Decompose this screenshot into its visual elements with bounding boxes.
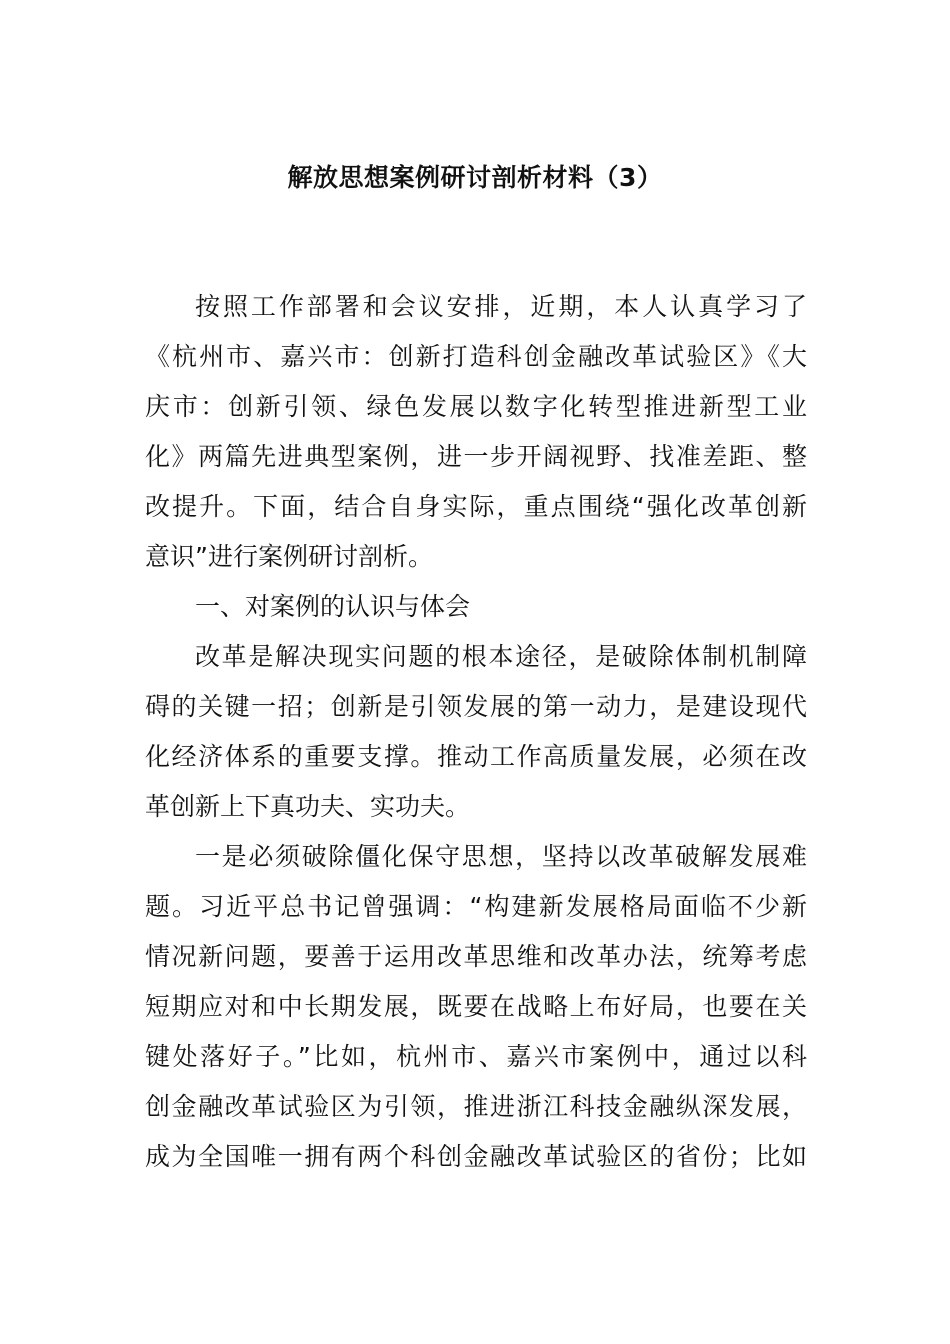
paragraph-line: 情况新问题，要善于运用改革思维和改革办法，统筹考虑 — [145, 942, 807, 971]
section-heading: 一、对案例的认识与体会 — [195, 592, 471, 621]
paragraph-line: 一是必须破除僵化保守思想，坚持以改革破解发展难 — [195, 842, 807, 871]
document-body — [145, 282, 807, 1182]
paragraph-line: 意识”进行案例研讨剖析。 — [145, 542, 433, 571]
paragraph-line: 化》两篇先进典型案例，进一步开阔视野、找准差距、整 — [145, 442, 807, 471]
paragraph-line: 按照工作部署和会议安排，近期，本人认真学习了 — [195, 292, 807, 321]
paragraph-line: 创金融改革试验区为引领，推进浙江科技金融纵深发展， — [145, 1092, 807, 1121]
document-title: 解放思想案例研讨剖析材料（3） — [287, 163, 663, 192]
paragraph-line: 题。习近平总书记曾强调：“构建新发展格局面临不少新 — [145, 892, 807, 921]
paragraph-line: 化经济体系的重要支撑。推动工作高质量发展，必须在改 — [145, 742, 807, 771]
paragraph-line: 改提升。下面，结合自身实际，重点围绕“强化改革创新 — [145, 492, 807, 521]
paragraph-line: 短期应对和中长期发展，既要在战略上布好局，也要在关 — [145, 992, 807, 1021]
paragraph-line: 庆市：创新引领、绿色发展以数字化转型推进新型工业 — [145, 392, 807, 421]
paragraph-line: 革创新上下真功夫、实功夫。 — [145, 792, 471, 821]
paragraph-line: 改革是解决现实问题的根本途径，是破除体制机制障 — [195, 642, 807, 671]
paragraph-line: 《杭州市、嘉兴市：创新打造科创金融改革试验区》《大 — [145, 342, 807, 371]
paragraph-line: 碍的关键一招；创新是引领发展的第一动力，是建设现代 — [145, 692, 807, 721]
paragraph-line: 键处落好子。”比如，杭州市、嘉兴市案例中，通过以科 — [145, 1042, 807, 1071]
paragraph-line: 成为全国唯一拥有两个科创金融改革试验区的省份；比如 — [145, 1142, 807, 1171]
